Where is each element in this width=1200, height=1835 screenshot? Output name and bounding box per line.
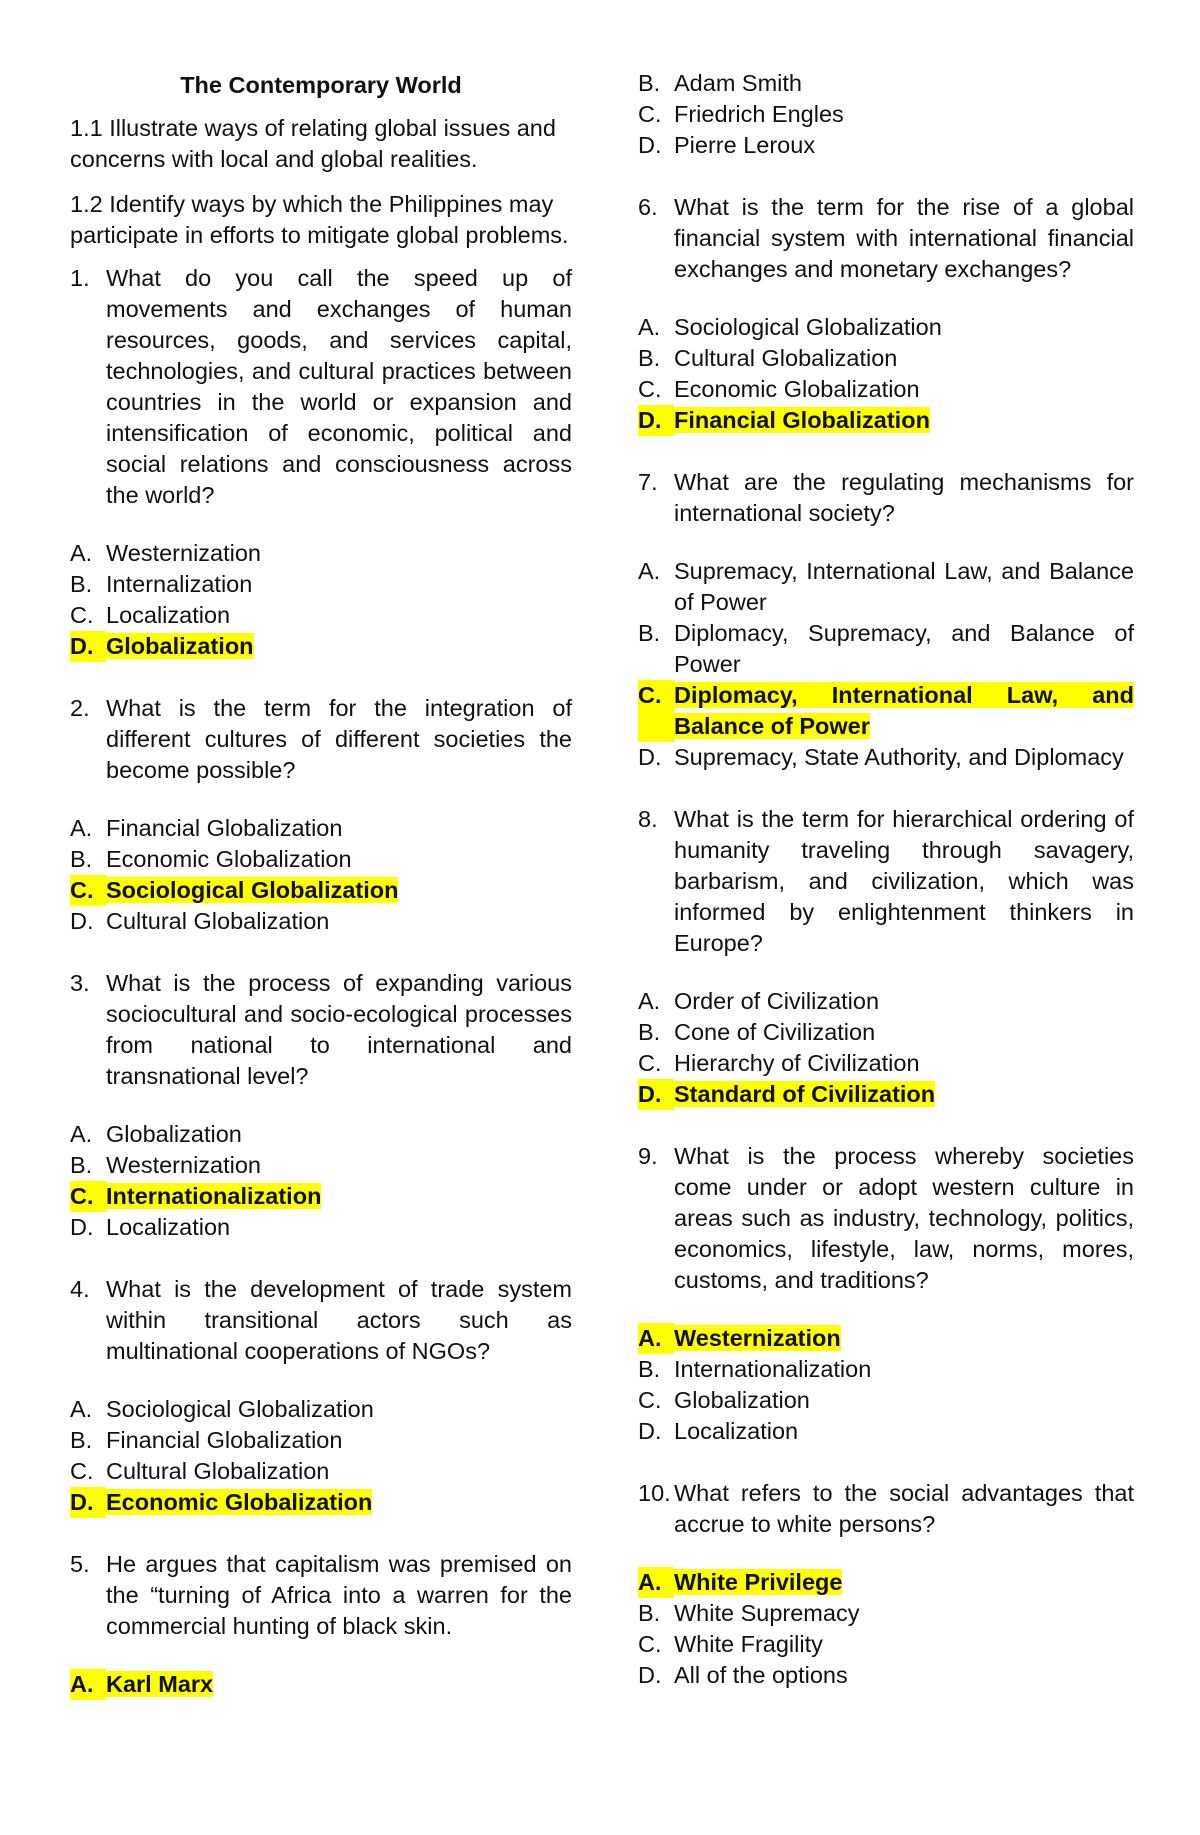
option-text: Internalization <box>106 571 253 597</box>
option-text: Cultural Globalization <box>106 1458 330 1484</box>
option-b <box>70 569 572 600</box>
option-text: Financial Globalization <box>674 407 930 433</box>
question-1 <box>70 263 572 511</box>
options-question-10 <box>638 1567 1134 1691</box>
option-label: C. <box>70 875 106 906</box>
option-text: Localization <box>106 1214 231 1240</box>
option-d-correct-answer <box>638 1079 1134 1110</box>
option-a <box>638 986 1134 1017</box>
question-text: What is the term for the integration of different cultures of different societies the become possible? <box>106 695 572 783</box>
option-label: D. <box>70 908 94 934</box>
option-b <box>638 1598 1134 1629</box>
question-9 <box>638 1141 1134 1296</box>
option-text: Globalization <box>106 633 254 659</box>
option-label: B. <box>638 70 661 96</box>
option-text: Localization <box>674 1418 799 1444</box>
question-text: He argues that capitalism was premised on the “turning of Africa into a warren for the commercial hunting of black skin. <box>106 1551 572 1639</box>
option-text: Cultural Globalization <box>106 908 330 934</box>
option-label: D. <box>638 132 662 158</box>
option-a <box>638 556 1134 618</box>
option-label: A. <box>70 1669 106 1700</box>
question-number: 8. <box>638 806 658 832</box>
option-label: C. <box>70 1181 106 1212</box>
option-d <box>638 130 1134 161</box>
option-label: A. <box>638 988 661 1014</box>
option-text: Diplomacy, International Law, and Balance of Power <box>674 682 1134 739</box>
option-text: Westernization <box>106 540 261 566</box>
option-a <box>70 1119 572 1150</box>
option-c <box>638 99 1134 130</box>
option-text: Economic Globalization <box>106 846 352 872</box>
question-text: What is the term for hierarchical ordering of humanity traveling through savagery, barbarism, and civilization, which was informed by enlightenment thinkers in Europe? <box>674 806 1134 956</box>
option-text: Pierre Leroux <box>674 132 816 158</box>
option-label: D. <box>638 405 674 436</box>
option-label: B. <box>638 1600 661 1626</box>
objective-2: 1.2 Identify ways by which the Philippines may participate in efforts to mitigate global problems. <box>70 191 569 248</box>
option-label: A. <box>638 314 661 340</box>
option-label: C. <box>638 1631 662 1657</box>
question-number: 10. <box>638 1480 671 1506</box>
option-text: Economic Globalization <box>674 376 920 402</box>
option-d <box>638 742 1134 773</box>
question-text: What is the process whereby societies come under or adopt western culture in areas such as industry, technology, politics, economics, lifestyle, law, norms, mores, customs, and traditions? <box>674 1143 1134 1293</box>
question-text: What is the process of expanding various sociocultural and socio-ecological processes from national to international and transnational level? <box>106 970 572 1089</box>
option-label: A. <box>70 540 93 566</box>
options-question-5-part-1 <box>70 1669 572 1700</box>
option-label: C. <box>638 1050 662 1076</box>
option-label: D. <box>638 744 662 770</box>
option-c <box>638 374 1134 405</box>
option-c-correct-answer <box>70 1181 572 1212</box>
option-c-correct-answer <box>70 875 572 906</box>
option-d-correct-answer <box>70 1487 572 1518</box>
question-10 <box>638 1478 1134 1540</box>
option-text: White Supremacy <box>674 1600 860 1626</box>
option-label: B. <box>638 1356 661 1382</box>
question-text: What is the development of trade system within transitional actors such as multinational cooperations of NGOs? <box>106 1276 572 1364</box>
question-6 <box>638 192 1134 285</box>
option-c <box>70 600 572 631</box>
option-text: Internationalization <box>674 1356 872 1382</box>
option-d <box>70 1212 572 1243</box>
question-5 <box>70 1549 572 1642</box>
option-label: A. <box>70 1396 93 1422</box>
option-d <box>638 1660 1134 1691</box>
option-text: Localization <box>106 602 231 628</box>
option-text: Karl Marx <box>106 1671 214 1697</box>
option-text: Standard of Civilization <box>674 1081 936 1107</box>
option-text: Cone of Civilization <box>674 1019 876 1045</box>
option-d <box>638 1416 1134 1447</box>
question-7 <box>638 467 1134 529</box>
option-label: A. <box>638 1567 674 1598</box>
option-text: Economic Globalization <box>106 1489 373 1515</box>
options-question-8 <box>638 986 1134 1110</box>
option-b <box>638 343 1134 374</box>
options-question-3 <box>70 1119 572 1243</box>
option-label: A. <box>70 1121 93 1147</box>
option-a <box>70 538 572 569</box>
option-label: D. <box>70 1487 106 1518</box>
option-text: Order of Civilization <box>674 988 880 1014</box>
option-b <box>70 1425 572 1456</box>
option-label: B. <box>70 1427 93 1453</box>
question-number: 2. <box>70 695 90 721</box>
option-text: Sociological Globalization <box>674 314 942 340</box>
option-text: Sociological Globalization <box>106 877 399 903</box>
option-label: D. <box>638 1662 662 1688</box>
option-d-correct-answer <box>638 405 1134 436</box>
option-b <box>638 1354 1134 1385</box>
option-label: A. <box>638 558 661 584</box>
option-text: Adam Smith <box>674 70 802 96</box>
option-label: C. <box>638 680 674 742</box>
question-2 <box>70 693 572 786</box>
option-a <box>70 1394 572 1425</box>
option-text: Internationalization <box>106 1183 322 1209</box>
question-number: 4. <box>70 1276 90 1302</box>
options-question-5-part-2 <box>638 68 1134 161</box>
question-number: 1. <box>70 265 90 291</box>
option-b <box>638 68 1134 99</box>
option-label: B. <box>638 1019 661 1045</box>
option-text: Globalization <box>106 1121 242 1147</box>
question-text: What do you call the speed up of movements and exchanges of human resources, goods, and services capital, technologies, and cultural practices between countries in the world or expansion and intensification of economic, political and social relations and consciousness across the world? <box>106 265 572 508</box>
option-label: C. <box>638 376 662 402</box>
option-label: D. <box>638 1079 674 1110</box>
option-text: Westernization <box>674 1325 841 1351</box>
option-a <box>638 312 1134 343</box>
option-a-correct-answer <box>70 1669 572 1700</box>
options-question-7 <box>638 556 1134 773</box>
option-text: White Fragility <box>674 1631 823 1657</box>
option-label: B. <box>70 846 93 872</box>
option-text: Globalization <box>674 1387 810 1413</box>
option-label: D. <box>70 1214 94 1240</box>
option-text: Financial Globalization <box>106 815 343 841</box>
option-text: Hierarchy of Civilization <box>674 1050 920 1076</box>
question-text: What are the regulating mechanisms for international society? <box>674 469 1134 526</box>
option-b <box>70 1150 572 1181</box>
option-a-correct-answer <box>638 1567 1134 1598</box>
question-number: 3. <box>70 970 90 996</box>
right-column <box>638 68 1134 1691</box>
option-text: Diplomacy, Supremacy, and Balance of Power <box>674 620 1134 677</box>
options-question-9 <box>638 1323 1134 1447</box>
objective-1: 1.1 Illustrate ways of relating global issues and concerns with local and global realities. <box>70 115 556 172</box>
option-a-correct-answer <box>638 1323 1134 1354</box>
option-label: D. <box>70 631 106 662</box>
option-label: C. <box>70 1458 94 1484</box>
option-text: Sociological Globalization <box>106 1396 374 1422</box>
left-column <box>70 68 572 1700</box>
option-text: Westernization <box>106 1152 261 1178</box>
option-text: Cultural Globalization <box>674 345 898 371</box>
question-number: 6. <box>638 194 658 220</box>
option-label: C. <box>638 101 662 127</box>
option-c <box>638 1385 1134 1416</box>
option-text: All of the options <box>674 1662 848 1688</box>
options-question-1 <box>70 538 572 662</box>
option-a <box>70 813 572 844</box>
option-d-correct-answer <box>70 631 572 662</box>
option-text: Supremacy, International Law, and Balance of Power <box>674 558 1134 615</box>
option-text: Financial Globalization <box>106 1427 343 1453</box>
options-question-4 <box>70 1394 572 1518</box>
option-label: D. <box>638 1418 662 1444</box>
question-3 <box>70 968 572 1092</box>
options-question-2 <box>70 813 572 937</box>
option-text: Supremacy, State Authority, and Diplomacy <box>674 744 1124 770</box>
option-label: C. <box>70 602 94 628</box>
option-label: A. <box>70 815 93 841</box>
option-label: B. <box>638 345 661 371</box>
option-c <box>638 1629 1134 1660</box>
question-number: 7. <box>638 469 658 495</box>
option-c <box>638 1048 1134 1079</box>
question-8 <box>638 804 1134 959</box>
question-number: 5. <box>70 1551 90 1577</box>
option-label: B. <box>70 571 93 597</box>
option-label: A. <box>638 1323 674 1354</box>
option-b <box>70 844 572 875</box>
document-title: The Contemporary World <box>180 72 462 98</box>
question-4 <box>70 1274 572 1367</box>
option-c-correct-answer <box>638 680 1134 742</box>
option-label: C. <box>638 1387 662 1413</box>
option-c <box>70 1456 572 1487</box>
options-question-6 <box>638 312 1134 436</box>
option-text: Friedrich Engles <box>674 101 844 127</box>
option-b <box>638 1017 1134 1048</box>
option-b <box>638 618 1134 680</box>
question-text: What refers to the social advantages that accrue to white persons? <box>674 1480 1134 1537</box>
option-d <box>70 906 572 937</box>
question-number: 9. <box>638 1143 658 1169</box>
option-text: White Privilege <box>674 1569 843 1595</box>
option-label: B. <box>70 1152 93 1178</box>
question-text: What is the term for the rise of a global financial system with international financial exchanges and monetary exchanges? <box>674 194 1134 282</box>
option-label: B. <box>638 620 661 646</box>
